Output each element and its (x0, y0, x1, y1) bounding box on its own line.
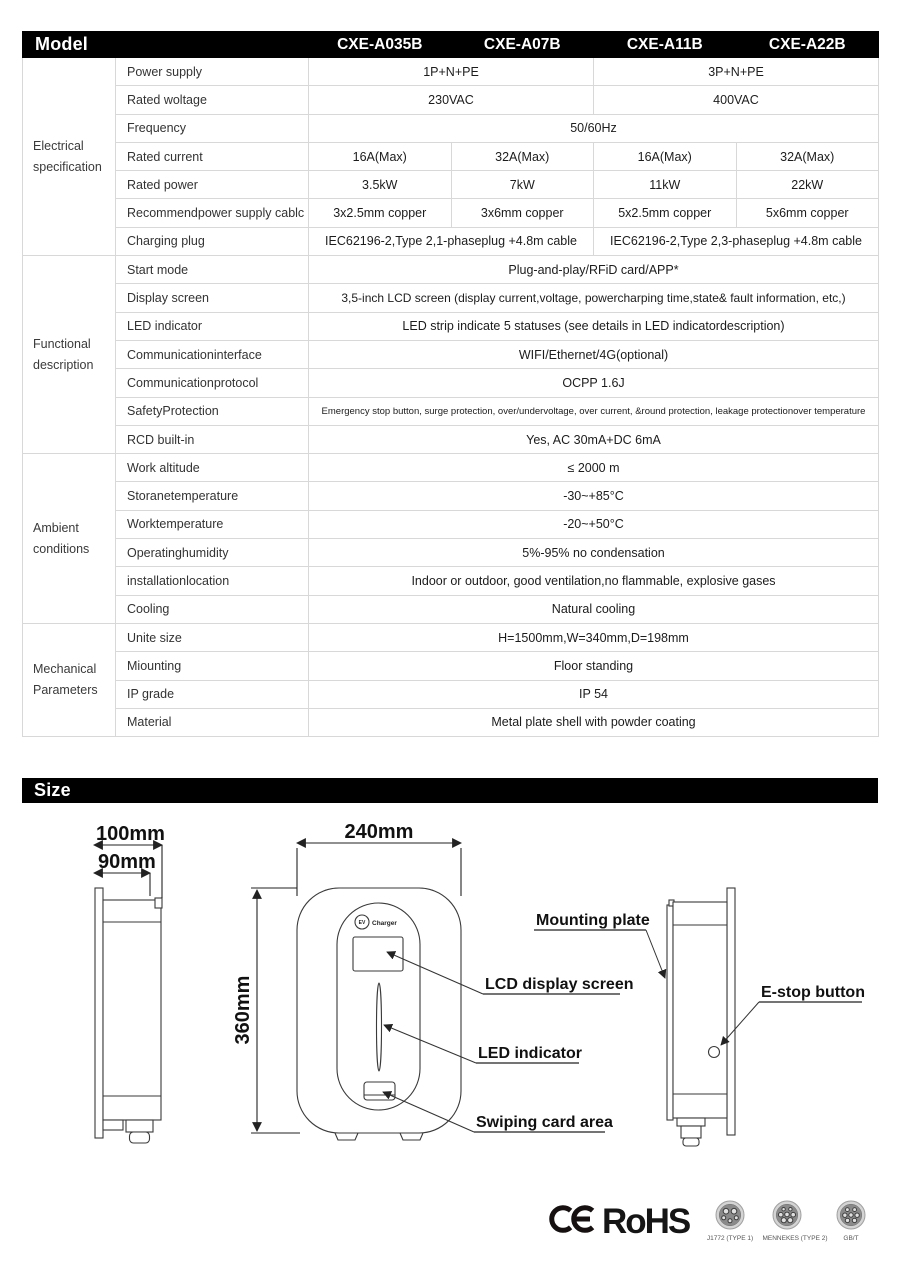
spec-label: IP grade (116, 680, 309, 708)
foot-left-shape (335, 1133, 358, 1140)
spec-label: Rated current (116, 142, 309, 170)
table-row (23, 199, 879, 227)
spec-value: 400VAC (594, 86, 879, 114)
dim-100mm: 100mm (96, 823, 165, 845)
j1772-connector-icon (707, 1201, 753, 1242)
size-section-title: Size (22, 778, 878, 803)
spec-label: installationlocation (116, 567, 309, 595)
section-category: Mechanical Parameters (23, 623, 116, 736)
spec-label: Operatinghumidity (116, 539, 309, 567)
spec-value: -30~+85°C (309, 482, 879, 510)
spec-value: 50/60Hz (309, 114, 879, 142)
spec-value: WIFI/Ethernet/4G(optional) (309, 340, 879, 368)
spec-label: Worktemperature (116, 510, 309, 538)
spec-value: Yes, AC 30mA+DC 6mA (309, 425, 879, 453)
front-view (297, 888, 461, 1140)
spec-label: RCD built-in (116, 425, 309, 453)
spec-label: Cooling (116, 595, 309, 623)
swipe-label: Swiping card area (476, 1114, 613, 1131)
lcd-label: LCD display screen (485, 976, 634, 993)
spec-value: 1P+N+PE (309, 58, 594, 86)
spec-label: Frequency (116, 114, 309, 142)
side-view-left (95, 888, 162, 1143)
spec-value: Plug-and-play/RFiD card/APP* (309, 256, 879, 284)
table-row (23, 595, 879, 623)
mounting-plate-label: Mounting plate (536, 912, 650, 929)
spec-value: -20~+50°C (309, 510, 879, 538)
spec-label: Material (116, 708, 309, 736)
table-row (23, 256, 879, 284)
table-row (23, 58, 879, 86)
foot-right-shape (400, 1133, 423, 1140)
section-category: Electrical specification (23, 58, 116, 256)
mennekes-connector-icon (762, 1201, 827, 1242)
spec-value: OCPP 1.6J (309, 369, 879, 397)
spec-value: 7kW (451, 171, 594, 199)
spec-table (22, 31, 879, 737)
led-label: LED indicator (478, 1045, 583, 1062)
cable-gland-shape (681, 1126, 701, 1138)
spec-value: IEC62196-2,Type 2,3-phaseplug +4.8m cable (594, 227, 879, 255)
table-row (23, 708, 879, 736)
spec-value: 22kW (736, 171, 879, 199)
spec-value: Metal plate shell with powder coating (309, 708, 879, 736)
spec-label: Communicationprotocol (116, 369, 309, 397)
model-name: CXE-A11B (594, 32, 737, 58)
table-row (23, 227, 879, 255)
spec-value: ≤ 2000 m (309, 454, 879, 482)
gbt-label: GB/T (843, 1235, 859, 1242)
rohs-label: RoHS (602, 1202, 690, 1241)
spec-label: LED indicator (116, 312, 309, 340)
table-row (23, 567, 879, 595)
table-row (23, 623, 879, 651)
spec-label: Communicationinterface (116, 340, 309, 368)
spec-value: 11kW (594, 171, 737, 199)
spec-value: 3x2.5mm copper (309, 199, 452, 227)
spec-value: H=1500mm,W=340mm,D=198mm (309, 623, 879, 651)
spec-value: 32A(Max) (451, 142, 594, 170)
gbt-connector-icon (837, 1201, 865, 1242)
logo-charger-text: Charger (372, 920, 397, 927)
spec-value: 3,5-inch LCD screen (display current,voltage, powercharping time,state& fault information, etc,) (309, 284, 879, 312)
table-row (23, 482, 879, 510)
model-name: CXE-A035B (309, 32, 452, 58)
spec-label: Display screen (116, 284, 309, 312)
table-row (23, 454, 879, 482)
dim-360mm: 360mm (232, 975, 254, 1045)
table-row (23, 284, 879, 312)
spec-value: Indoor or outdoor, good ventilation,no flammable, explosive gases (309, 567, 879, 595)
spec-label: Storanetemperature (116, 482, 309, 510)
table-row (23, 114, 879, 142)
table-row (23, 539, 879, 567)
table-row (23, 425, 879, 453)
spec-value: IP 54 (309, 680, 879, 708)
size-drawing (0, 805, 900, 1272)
table-row (23, 142, 879, 170)
spec-label: Unite size (116, 623, 309, 651)
model-name: CXE-A22B (736, 32, 879, 58)
j1772-label: J1772 (TYPE 1) (706, 1235, 754, 1242)
spec-label: Rated woltage (116, 86, 309, 114)
spec-label: SafetyProtection (116, 397, 309, 425)
section-category: Ambient conditions (23, 454, 116, 624)
cable-gland-shape (126, 1120, 153, 1132)
spec-value: 3P+N+PE (594, 58, 879, 86)
spec-label: Charging plug (116, 227, 309, 255)
spec-value: 16A(Max) (594, 142, 737, 170)
logo-ev-text: EV (358, 920, 366, 926)
mounting-plate-shape (95, 888, 103, 1138)
certification-footer (552, 1201, 865, 1242)
table-row (23, 369, 879, 397)
table-row (23, 397, 879, 425)
spec-label: Rated power (116, 171, 309, 199)
spec-value: Natural cooling (309, 595, 879, 623)
spec-value: 5%-95% no condensation (309, 539, 879, 567)
spec-value: 5x6mm copper (736, 199, 879, 227)
spec-value: Emergency stop button, surge protection, over/undervoltage, over current, &round protection, leakage protectionover temperature (309, 397, 879, 425)
ce-mark-icon (552, 1208, 593, 1231)
mennekes-label: MENNEKES (TYPE 2) (762, 1235, 828, 1242)
table-row (23, 312, 879, 340)
spec-label: Power supply (116, 58, 309, 86)
table-row (23, 86, 879, 114)
spec-label: Miounting (116, 652, 309, 680)
dim-240mm: 240mm (344, 821, 414, 843)
spec-value: 16A(Max) (309, 142, 452, 170)
table-row (23, 340, 879, 368)
spec-label: Start mode (116, 256, 309, 284)
spec-value: IEC62196-2,Type 2,1-phaseplug +4.8m cable (309, 227, 594, 255)
spec-label: Work altitude (116, 454, 309, 482)
spec-value: Floor standing (309, 652, 879, 680)
dim-90mm: 90mm (98, 851, 156, 873)
spec-value: 230VAC (309, 86, 594, 114)
table-row (23, 510, 879, 538)
estop-label: E-stop button (761, 984, 865, 1001)
mounting-plate-shape (667, 905, 673, 1120)
table-row (23, 652, 879, 680)
spec-value: 5x2.5mm copper (594, 199, 737, 227)
model-header-row (23, 32, 879, 58)
section-category: Functional description (23, 256, 116, 454)
side-view-right (667, 888, 735, 1146)
model-name: CXE-A07B (451, 32, 594, 58)
spec-value: 3x6mm copper (451, 199, 594, 227)
spec-value: LED strip indicate 5 statuses (see details in LED indicatordescription) (309, 312, 879, 340)
table-row (23, 171, 879, 199)
spec-value: 32A(Max) (736, 142, 879, 170)
spec-label: Recommendpower supply cablc (116, 199, 309, 227)
model-header-title: Model (23, 32, 309, 58)
spec-value: 3.5kW (309, 171, 452, 199)
table-row (23, 680, 879, 708)
